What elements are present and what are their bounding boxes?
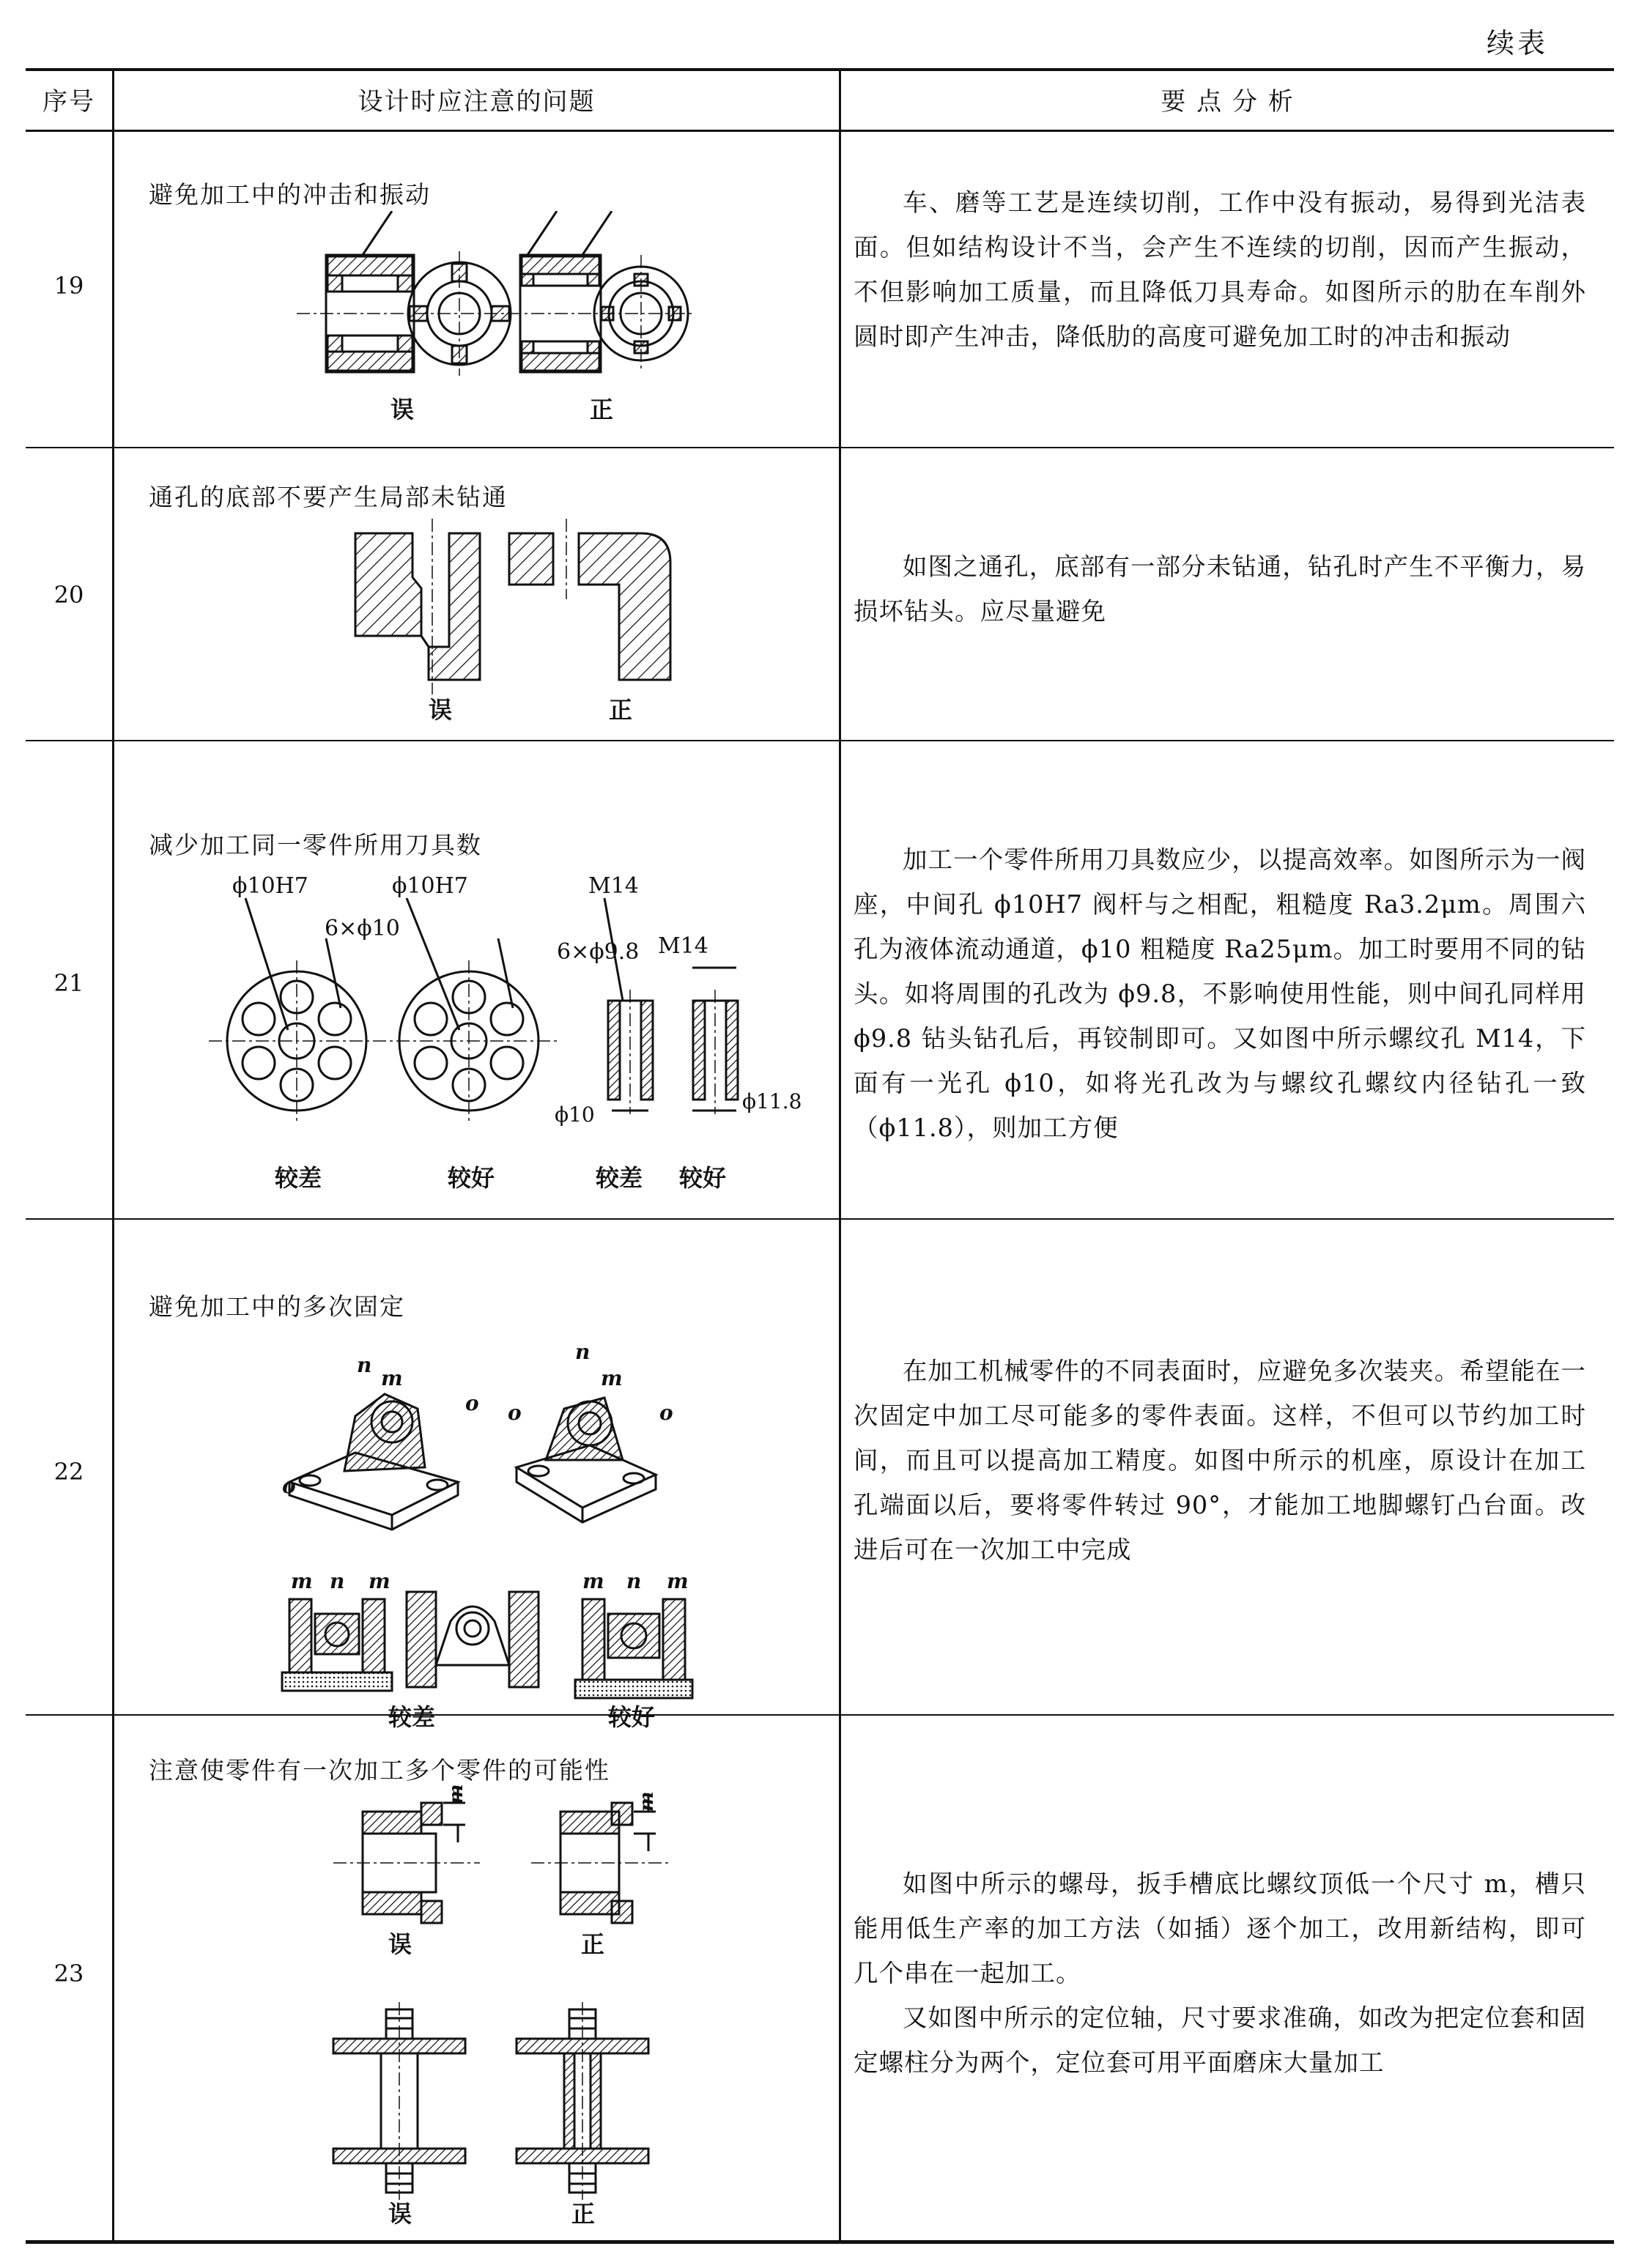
nut-and-locating-shaft-figure — [289, 1782, 714, 2229]
hole-count-label: 6×ϕ10 — [325, 916, 400, 941]
valve-seat-figure — [201, 865, 802, 1209]
column-divider — [112, 68, 114, 2244]
o-label: o — [659, 1401, 673, 1425]
row-number: 21 — [53, 969, 84, 997]
column-divider — [839, 68, 841, 2244]
m-label: m — [667, 1569, 689, 1593]
row-divider — [26, 1714, 1614, 1716]
row-number: 23 — [53, 1960, 84, 1987]
row-number: 19 — [53, 272, 84, 300]
m14-label: M14 — [588, 873, 639, 899]
phi10h7-label: ϕ10H7 — [232, 873, 308, 899]
good-label: 正 — [609, 696, 633, 724]
good-label: 正 — [581, 1930, 605, 1958]
bad-label: 误 — [388, 1930, 412, 1958]
worse-label: 较差 — [275, 1164, 322, 1192]
analysis-paragraph: 车、磨等工艺是连续切削，工作中没有振动，易得到光洁表面。但如结构设计不当，会产生不连续的切削，因而产生振动，不但影响加工质量，而且降低刀具寿命。如图所示的肋在车削外圆时即产生冲击，降低肋的高度可避免加工时的冲击和振动 — [854, 188, 1586, 351]
continued-table-label: 续表 — [1486, 27, 1548, 59]
n-label: n — [626, 1569, 642, 1593]
m-label: m — [381, 1366, 403, 1390]
phi11-8-label: ϕ11.8 — [742, 1089, 802, 1113]
n-label: n — [330, 1569, 345, 1593]
row-number: 20 — [53, 581, 84, 609]
row-title: 避免加工中的冲击和振动 — [149, 180, 431, 209]
m-label: m — [291, 1569, 313, 1593]
m-label: m — [582, 1569, 604, 1593]
analysis-paragraph: 在加工机械零件的不同表面时，应避免多次装夹。希望能在一次固定中加工尽可能多的零件表面。这样，不但可以节约加工时间，而且可以提高加工精度。如图中所示的机座，原设计在加工孔端面以后，要将零件转过 90°，才能加工地脚螺钉凸台面。改进后可在一次加工中完成 — [854, 1357, 1586, 1564]
row-analysis — [854, 1349, 1586, 1572]
phi10-label: ϕ10 — [555, 1102, 595, 1127]
row-divider — [26, 447, 1614, 448]
row-number: 22 — [53, 1458, 84, 1486]
header-col-problem: 设计时应注意的问题 — [358, 86, 596, 116]
row-title: 注意使零件有一次加工多个零件的可能性 — [149, 1756, 610, 1785]
bad-label: 误 — [388, 2200, 412, 2228]
hole-count-label: 6×ϕ9.8 — [557, 939, 640, 965]
worse-label: 较差 — [596, 1164, 643, 1192]
row-divider — [26, 1218, 1614, 1220]
better-label: 较好 — [448, 1164, 495, 1192]
analysis-paragraph: 加工一个零件所用刀具数应少，以提高效率。如图所示为一阀座，中间孔 ϕ10H7 阀杆与之相配，粗糙度 Ra3.2μm。周围六孔为液体流动通道，ϕ10 粗糙度 Ra25μm。加工时要用不同的钻头。如将周围的孔改为 ϕ9.8，不影响使用性能，则中间孔同样用 ϕ9.8 钻头钻孔后，再铰制即可。又如图中所示螺纹孔 M14，下面有一光孔 ϕ10，如将光孔改为与螺纹孔螺纹内径钻孔一致（ϕ11.8），则加工方便 — [854, 845, 1586, 1142]
design-guidelines-table — [26, 68, 1614, 2244]
analysis-paragraph: 又如图中所示的定位轴，尺寸要求准确，如改为把定位套和固定螺柱分为两个，定位套可用平面磨床大量加工 — [854, 2004, 1586, 2077]
m14-label: M14 — [658, 933, 708, 959]
rib-vibration-figure — [267, 211, 692, 434]
row-title: 通孔的底部不要产生局部未钻通 — [149, 483, 508, 511]
good-label: 正 — [571, 2200, 596, 2228]
analysis-paragraph: 如图中所示的螺母，扳手槽底比螺纹顶低一个尺寸 m，槽只能用低生产率的加工方法（如插）逐个加工，改用新结构，即可几个串在一起加工。 — [854, 1869, 1586, 1987]
header-col-analysis: 要 点 分 析 — [1161, 86, 1295, 116]
table-bottom-border — [26, 2240, 1614, 2244]
bad-label: 误 — [391, 396, 415, 423]
machine-base-figure — [275, 1328, 729, 1738]
good-label: 正 — [590, 396, 614, 423]
n-label: n — [575, 1340, 591, 1364]
row-analysis — [854, 1861, 1586, 2085]
o-label: o — [282, 1474, 296, 1498]
bad-label: 误 — [429, 696, 453, 724]
m-label: m — [636, 1791, 658, 1812]
phi10h7-label: ϕ10H7 — [392, 873, 468, 899]
row-divider — [26, 740, 1614, 741]
row-title: 减少加工同一零件所用刀具数 — [149, 831, 482, 859]
better-label: 较好 — [608, 1703, 656, 1731]
analysis-paragraph: 如图之通孔，底部有一部分未钻通，钻孔时产生不平衡力，易损坏钻头。应尽量避免 — [854, 552, 1586, 626]
row-analysis — [854, 180, 1586, 359]
row-analysis — [854, 837, 1586, 1150]
m-label: m — [369, 1569, 391, 1593]
header-col-no: 序号 — [42, 86, 95, 116]
o-label: o — [508, 1401, 522, 1425]
row-analysis — [854, 544, 1586, 634]
better-label: 较好 — [679, 1164, 727, 1192]
n-label: n — [357, 1353, 372, 1377]
header-divider — [26, 130, 1614, 132]
m-label: m — [601, 1366, 623, 1390]
m-label: m — [445, 1784, 467, 1804]
worse-label: 较差 — [388, 1703, 436, 1731]
through-hole-figure — [319, 519, 729, 727]
o-label: o — [465, 1391, 479, 1415]
row-title: 避免加工中的多次固定 — [149, 1292, 405, 1321]
